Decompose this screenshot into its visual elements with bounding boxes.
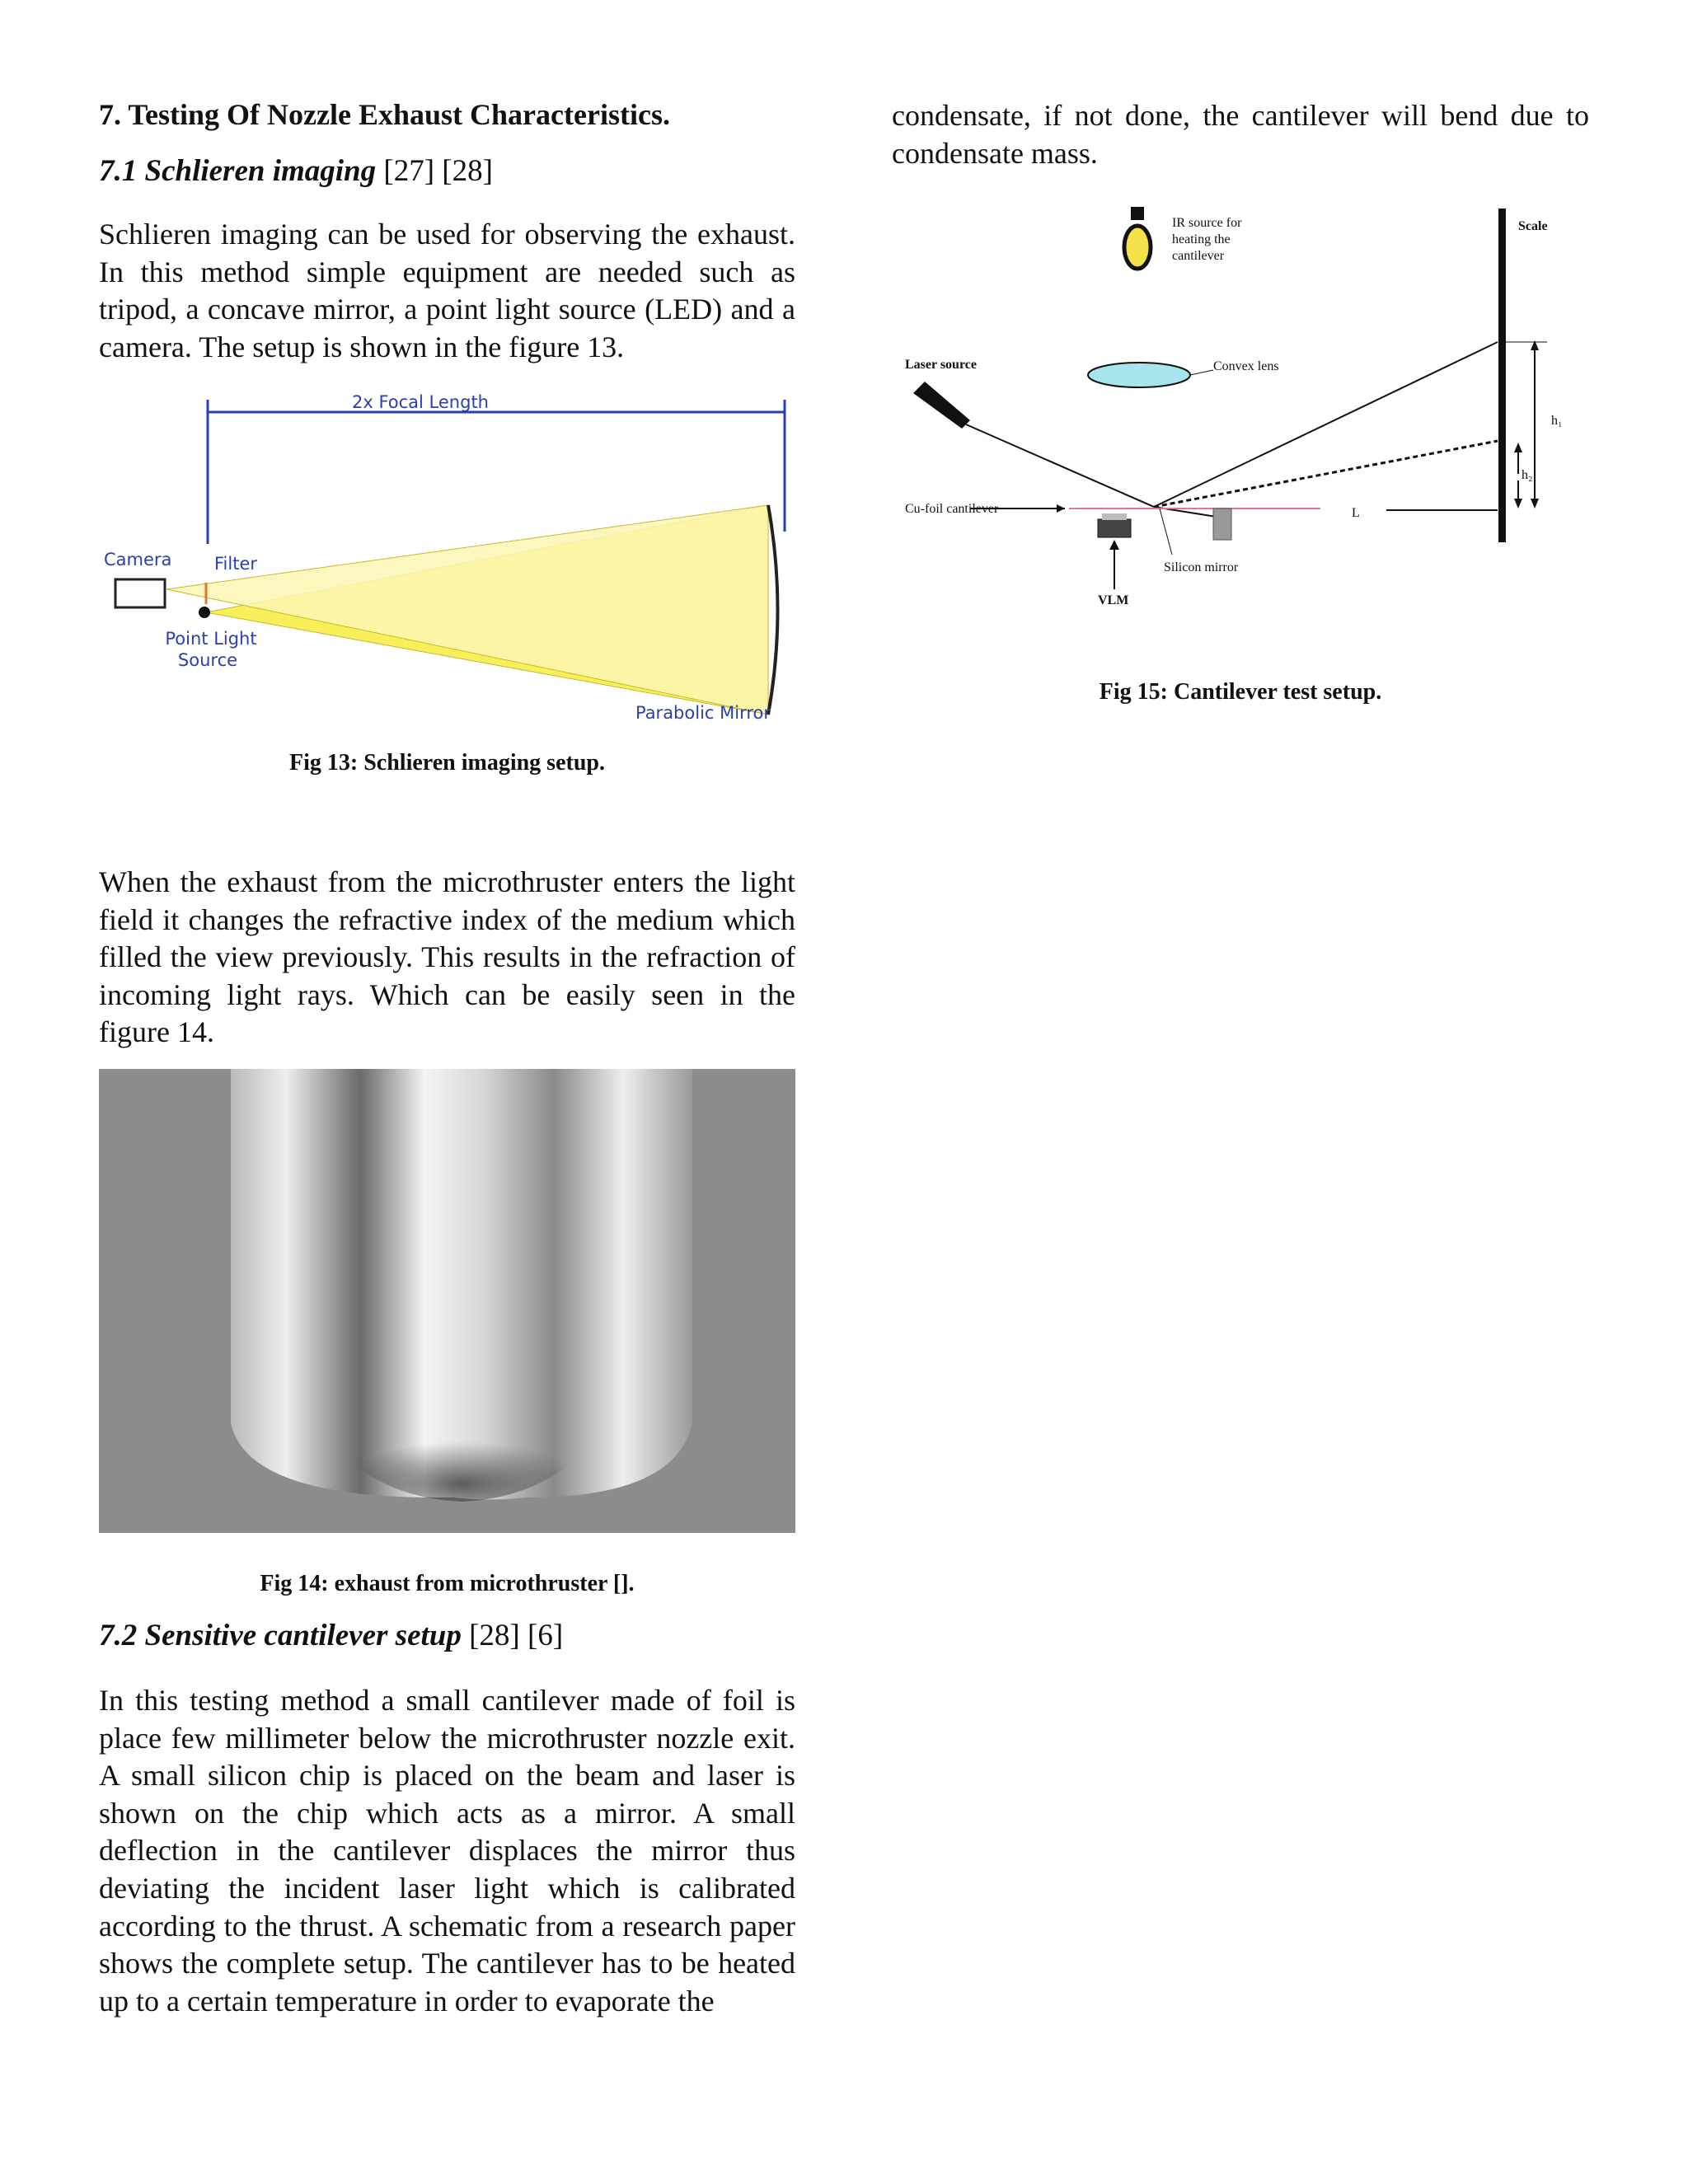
cantilever-setup-figure [892,202,1589,614]
ir-label-2: heating the [1172,232,1231,246]
incident-ray [966,424,1154,507]
silicon-mirror-label: Silicon mirror [1164,560,1239,574]
reflected-ray-h2 [1154,441,1498,507]
section-7-2-title: 7.2 Sensitive cantilever setup [99,1619,462,1652]
point-light-dot [199,607,210,618]
cantilever-paragraph-continued: condensate, if not done, the cantilever will bend due to condensate mass. [892,99,1589,170]
focal-length-label: 2x Focal Length [351,392,490,412]
section-7-2-heading [99,1618,563,1653]
h1-label: h₁ [1551,414,1563,428]
foil-label: Cu-foil cantilever [905,502,999,516]
ir-bulb-icon [1124,226,1151,269]
schlieren-paragraph: Schlieren imaging can be used for observing the exhaust. In this method simple equipment are needed such as tripod, a concave mirror, a point light source (LED) and a camera. The setup is shown in the figure 13. [99,218,795,363]
camera-box [115,579,165,607]
h2-label: h₂ [1522,468,1533,482]
scale-label: Scale [1518,219,1548,233]
convex-lens [1088,363,1190,387]
ir-bulb-base [1131,207,1144,220]
camera-label: Camera [104,550,172,569]
vlm-label: VLM [1098,593,1129,607]
laser-label: Laser source [905,358,977,372]
length-label: L [1352,506,1360,520]
laser-source-icon [913,382,970,429]
exhaust-image [99,1069,795,1533]
vlm-chip [1098,519,1131,537]
parabolic-mirror-label: Parabolic Mirror [635,703,771,723]
section-7-heading: 7. Testing Of Nozzle Exhaust Characteristics. [99,98,670,131]
fig15-caption: Fig 15: Cantilever test setup. [1099,679,1382,705]
section-7-1-title: 7.1 Schlieren imaging [99,154,377,188]
parabolic-mirror [768,505,778,715]
point-light-label-1: Point Light [165,629,257,649]
schlieren-setup-figure [99,391,795,733]
reflected-ray-h1 [1154,342,1498,507]
cantilever-paragraph: In this testing method a small cantilever made of foil is place few millimeter below the microthruster nozzle exit. A small silicon chip is placed on the beam and laser is shown on the chip which acts as a mirror. A small deflection in the cantilever displaces the mirror thus deviating the incident laser light which is calibrated according to the thrust. A schematic from a research paper shows the complete setup. The cantilever has to be heated up to a certain temperature in order to evaporate the [99,1684,795,2018]
section-7-2-refs: [28] [6] [461,1619,564,1652]
section-7-1-heading [99,153,493,189]
filter-label: Filter [214,554,258,574]
lens-label: Convex lens [1213,359,1279,373]
silicon-mirror [1213,509,1231,540]
point-light-label-2: Source [177,650,238,670]
ir-label-1: IR source for [1172,216,1242,230]
refraction-paragraph: When the exhaust from the microthruster enters the light field it changes the refractive index of the medium which filled the view previously. This results in the refraction of incoming light rays. Which can be easily seen in the figure 14. [99,865,795,1049]
section-7-1-refs: [27] [28] [376,154,493,188]
fig13-caption: Fig 13: Schlieren imaging setup. [289,750,605,776]
fig14-caption: Fig 14: exhaust from microthruster []. [260,1571,635,1596]
scale-bar [1498,209,1506,542]
ir-label-3: cantilever [1172,249,1225,263]
